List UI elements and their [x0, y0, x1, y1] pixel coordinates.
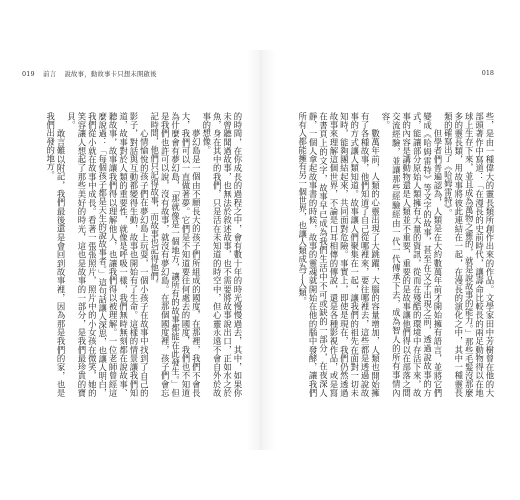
paragraph: 的時間，在你成長的過程之中，會有數十年的時光慢慢過去，其中，如果你未曾聽聞過故事，也無法於敘述故事，也不需要將故事說出口，正如水之於魚，身在其中的我們，只是活在未知道的時空中，但心靈永遠不會自外於故事的想像。: [201, 112, 243, 397]
right-page: [262, 50, 506, 450]
paragraph: 但學者們普遍認為，人類是在大約數萬年前才開始擁有語言，並將它們變成《哈姆雷特》等文字的故事，甚至在文字出現之前，透過說故事的方式，能讓部分原始人類擁有大量的資訊，從而在殘酷的環境中存活下來，故事的內容是講動物還是人類並不重要，重要的是故事讓他們得以在部落之間交流經驗，並讓那些經驗經由一代一代傳承下去，成為智人的所有事情內容。: [380, 112, 443, 397]
book-spread: [14, 50, 506, 450]
running-title: 說故事，動故事卡只想未開啟後: [64, 70, 157, 78]
page-number: 019: [22, 70, 35, 78]
body-text: [38, 112, 243, 397]
paragraph: 敢言難以附記，我們最後還是會回到故事裡，因為那是我們的家，也是我們出發的地方。: [45, 112, 67, 397]
paragraph: 夢幻島是一個由不願長大的孩子們所組成的國度，在那裡，我們不會長大，我們可以一直做著夢。它們是不知道要往何處去的國度，我們也不知道為什麼會有夢幻島，「那就像是一個地方，讓所有的故事都能在此發生。」但是我們也許可以說，沒有故事，就沒有夢幻島。在那個國度裡，孩子們會忘記時間，他們只記得故事，而故事也記得他們。: [149, 112, 202, 397]
body-text: [272, 112, 495, 397]
paragraph: 心情愉悅的孩子們在夢幻島上玩耍，一個小孩子在故事中找到了自己的影子，對話與互動都變得生動，故事也開始有了生命。這樣的情景讓我們知道，故事對於人類的重要性，就像是呼吸一樣，我們無時無刻都在說故事、聽故事，故事讓我們得以理解他人，也讓我們得以被理解。一位老師曾經這麼說過：「每個孩子都是天生的說故事者。」這句話讓人深思，也讓人明白，我們從小就在故事中成長。看著一張張照片，照片中的小女孩在微笑，她的笑容讓人想起了那些美好的時光，這也是故事的一部分，是我們最珍貴的寶貝。: [66, 112, 150, 397]
running-header: [22, 69, 163, 78]
page-number: 018: [481, 69, 494, 77]
left-page: [14, 50, 258, 450]
paragraph: 些，是由一種偉大的靈長類所創作出來的作品。文學家田中芳樹曾在他的大部頭著作中寫道：「在漫長的史前時代，讓壽命比較長的兩足動物得以在地球上生存下來，並且成為萬物之靈的，就是說故事的能力。」那些毛髮沒那麼多的靈長類，用故事將彼此連結在一起，在漫長的演化之中，其中一種靈長類的確寫出了《哈姆雷特》。: [443, 112, 495, 397]
paragraph: 數萬年前，人類的心靈出現了大跳躍，大腦的容量增加，人類也開始擁有了各種故事，他們知道了自己從哪裡來，要往哪裡去，這些都是透過說故事的方式讓人類知道。故事讓人們聚集在一起，讓我們的祖先在面對一切未知時，能夠團結起來，共同面對危險。事實上，即使是現在，我們仍然透過故事來理解這個世界，不論是口耳相傳的傳說，還是各種影視作品，或是寫在書頁上的文字，故事早已成為我們生活中不可或缺的一部分，在夜深人靜，一個人拿起故事書的時候，故事的靈魂就開始在他的腦中發酵，讓我們所有人都能擁有另一個世界，也讓人類成為了人類。: [297, 112, 381, 397]
section-label: 前言: [43, 70, 57, 78]
